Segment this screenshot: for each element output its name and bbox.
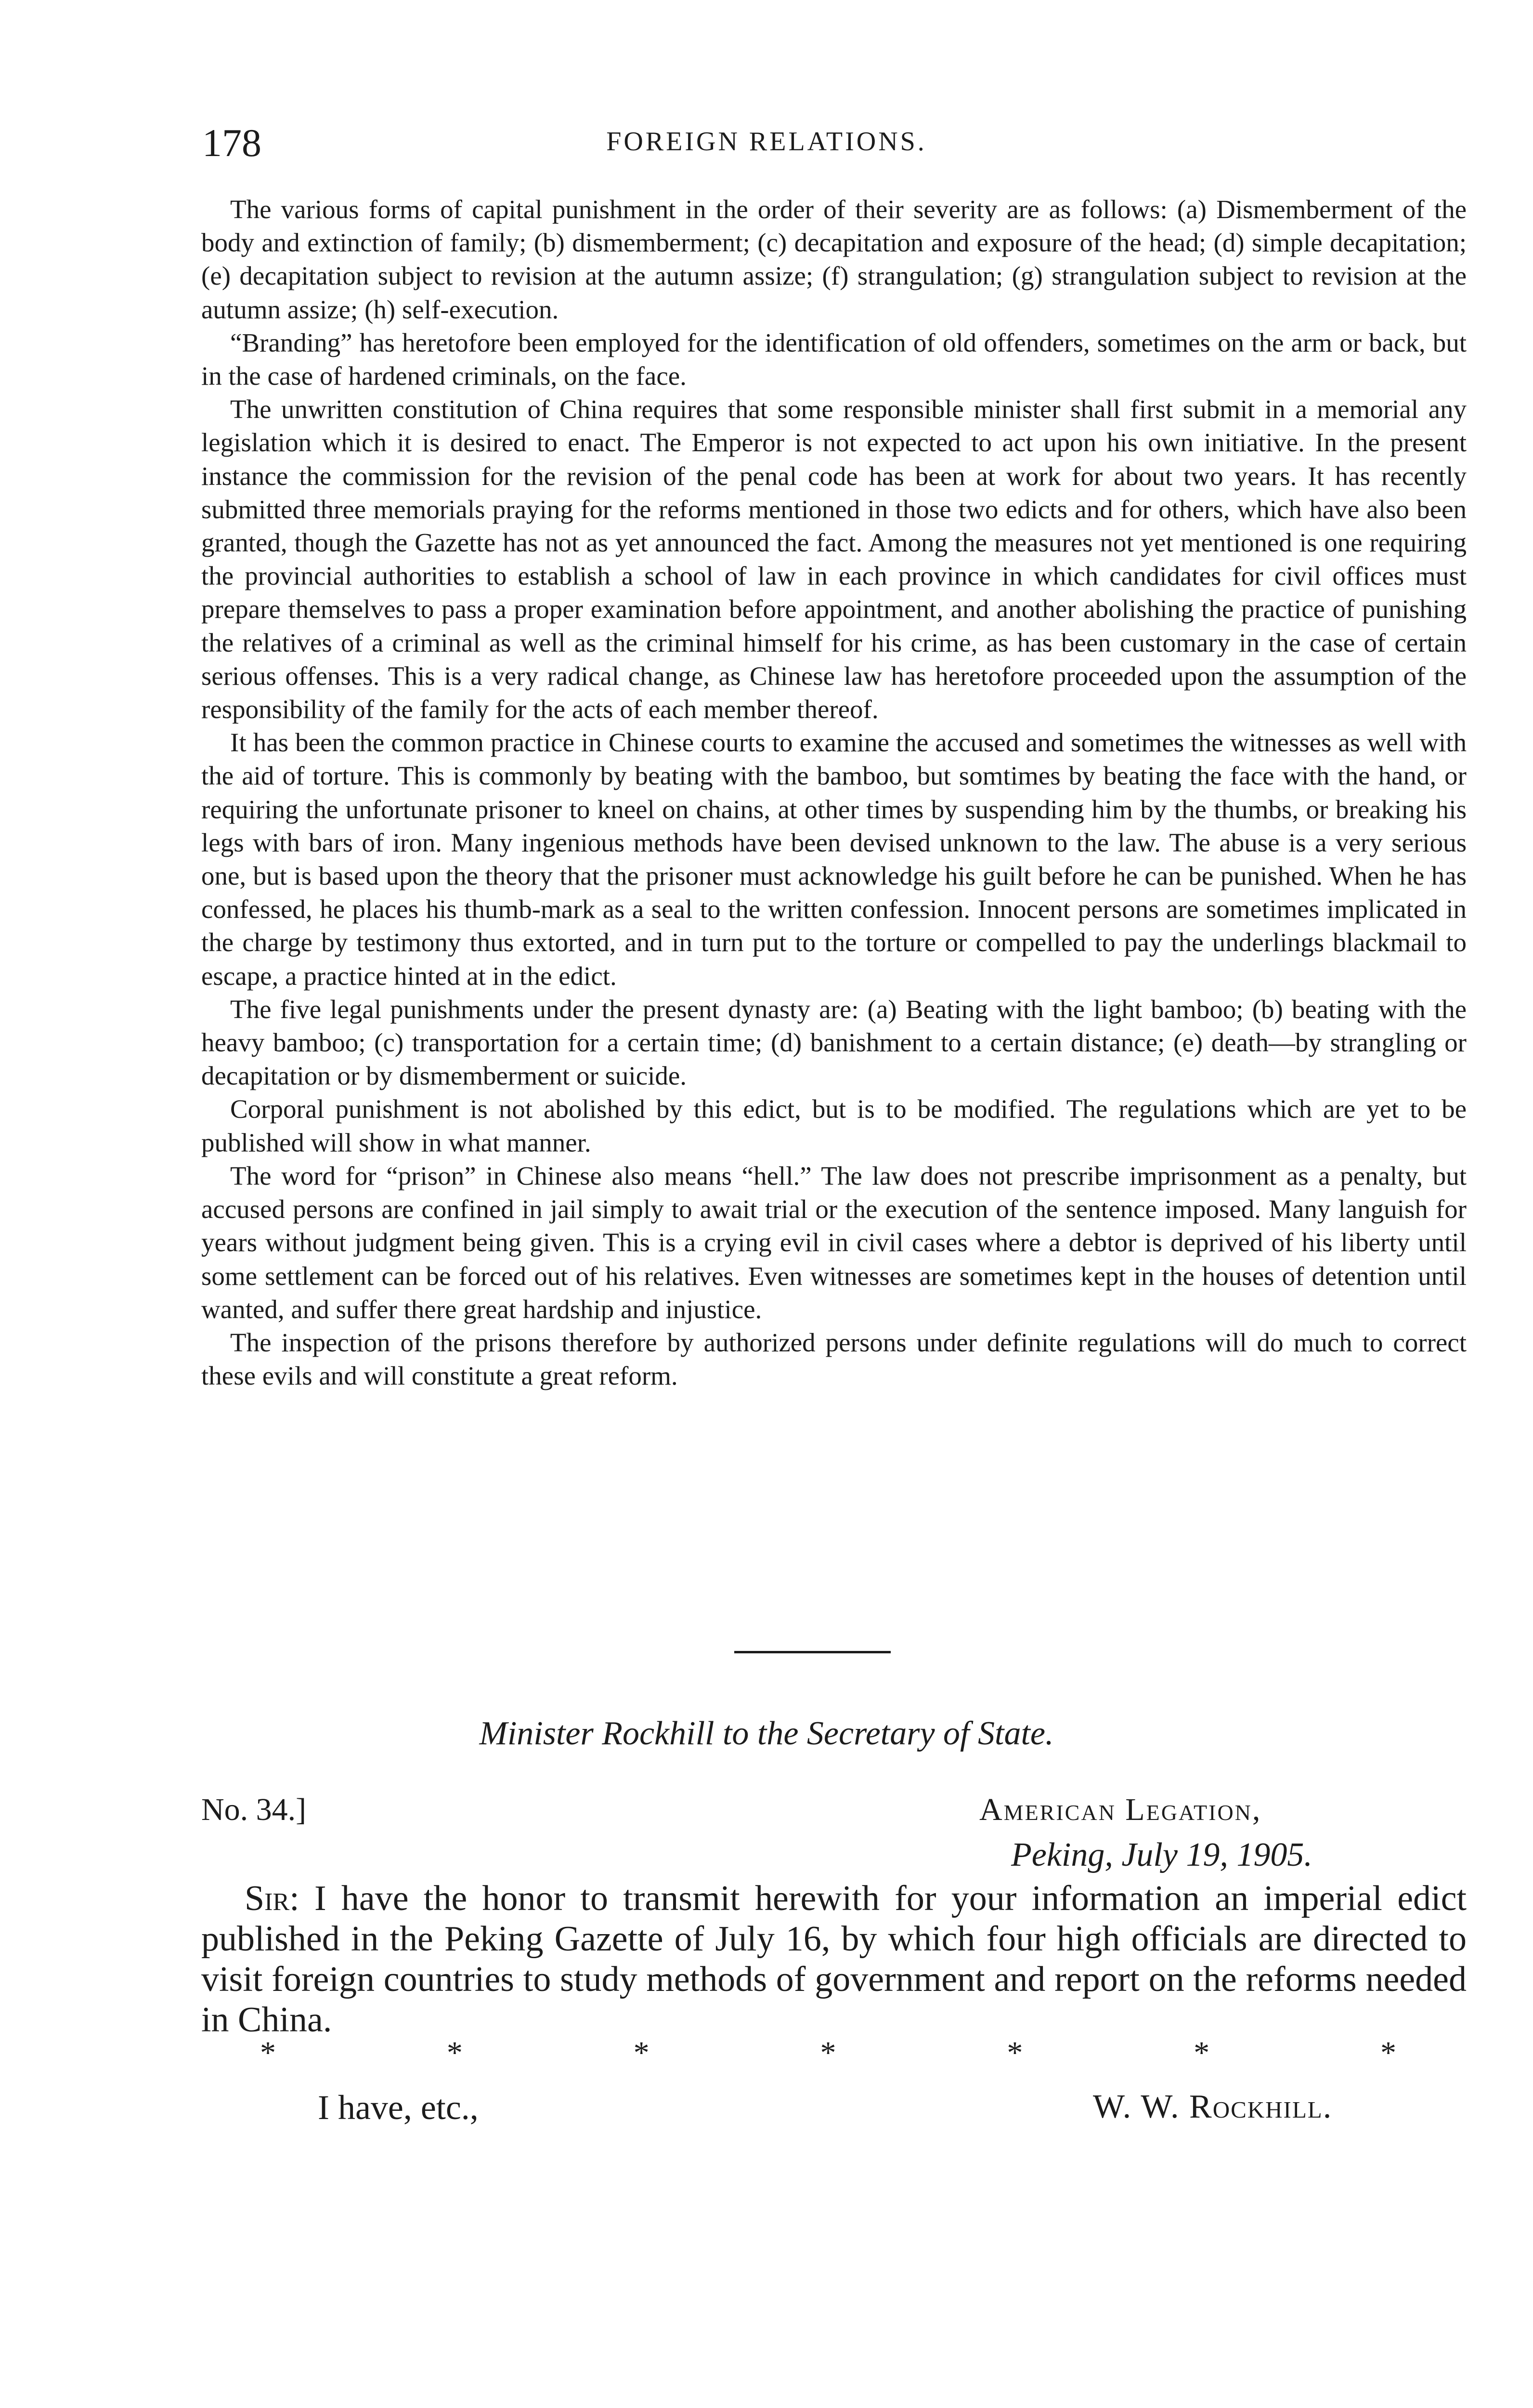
letter-heading: Minister Rockhill to the Secretary of State. (479, 1715, 1054, 1752)
signature: W. W. Rockhill. (1093, 2088, 1333, 2125)
running-title: FOREIGN RELATIONS. (606, 127, 927, 157)
paragraph-branding: “Branding” has heretofore been employed for the identification of old offenders, sometimes on the arm or back, but in the case of hardened criminals, on the face. (201, 327, 1467, 391)
star: * (1194, 2035, 1210, 2070)
star: * (633, 2035, 650, 2070)
letter-body-text: I have the honor to transmit herewith for your information an imperial edict published in the Peking Gazette of July 16, by which four high officials are directed to visit foreign countries to study methods of government and report on the reforms needed in China. (201, 1879, 1467, 2040)
star: * (260, 2035, 276, 2070)
letter-body (201, 1878, 1467, 2040)
star: * (446, 2035, 463, 2070)
star: * (820, 2035, 836, 2070)
page-number: 178 (202, 121, 261, 165)
paragraph-inspection: The inspection of the prisons therefore by authorized persons under definite regulations will do much to correct these evils and will constitute a great reform. (201, 1327, 1467, 1391)
dateline: Peking, July 19, 1905. (1011, 1836, 1312, 1873)
closing: I have, etc., (318, 2088, 479, 2127)
paragraph-five-punishments: The five legal punishments under the present dynasty are: (a) Beating with the light bamboo; (b) beating with the heavy bamboo; (c) transportation for a certain time; (d) banishment to a certain distance; (e) death—by strangling or decapitation or by dismemberment or suicide. (201, 994, 1467, 1091)
body-text (201, 193, 1467, 1392)
paragraph-torture: It has been the common practice in Chinese courts to examine the accused and sometimes the witnesses as well with the aid of torture. This is commonly by beating with the bamboo, but somtimes by beating the face with the hand, or requiring the unfortunate prisoner to kneel on chains, at other times by suspending him by the thumbs, or breaking his legs with bars of iron. Many ingenious methods have been devised unknown to the law. The abuse is a very serious one, but is based upon the theory that the prisoner must acknowledge his guilt before he can be punished. When he has confessed, he places his thumb-mark as a seal to the written confession. Innocent persons are sometimes implicated in the charge by testimony thus extorted, and in turn put to the torture or compelled to pay the underlings blackmail to escape, a practice hinted at in the edict. (201, 728, 1467, 991)
legation-name: American Legation, (979, 1792, 1262, 1827)
paragraph-capital-punishment: The various forms of capital punishment in the order of their severity are as follows: (a) Dismemberment of the body and extinction of family; (b) dismemberment; (c) decapitation and exposure of the head; (d) simple decapitation; (e) decapitation subject to revision at the autumn assize; (f) strangulation; (g) strangulation subject to revision at the autumn assize; (h) self-execution. (201, 195, 1467, 324)
star: * (1007, 2035, 1023, 2070)
paragraph-prison: The word for “prison” in Chinese also means “hell.” The law does not prescribe imprisonment as a penalty, but accused persons are confined in jail simply to await trial or the execution of the sentence imposed. Many languish for years without judgment being given. This is a crying evil in civil cases where a debtor is deprived of his liberty until some settlement can be forced out of his relatives. Even witnesses are sometimes kept in the houses of detention until wanted, and suffer there great hardship and injustice. (201, 1161, 1467, 1324)
section-divider (734, 1651, 891, 1653)
paragraph-corporal-punishment: Corporal punishment is not abolished by this edict, but is to be modified. The regulations which are yet to be published will show in what manner. (201, 1094, 1467, 1157)
star: * (1380, 2035, 1396, 2070)
paragraph-constitution: The unwritten constitution of China requires that some responsible minister shall first submit in a memorial any legislation which it is desired to enact. The Emperor is not expected to act upon his own initiative. In the present instance the commission for the revision of the penal code has been at work for about two years. It has recently submitted three memorials praying for the reforms mentioned in those two edicts and for others, which have also been granted, though the Gazette has not as yet announced the fact. Among the measures not yet mentioned is one requiring the provincial authorities to establish a school of law in each province in which candidates for civil offices must prepare themselves to pass a proper examination before appointment, and another abolishing the practice of punishing the relatives of a criminal as well as the criminal himself for his crime, as has been customary in the case of certain serious offenses. This is a very radical change, as Chinese law has heretofore proceeded upon the assumption of the responsibility of the family for the acts of each member thereof. (201, 394, 1467, 724)
document-number: No. 34.] (201, 1792, 307, 1827)
salutation: Sir: (245, 1879, 299, 1918)
ellipsis-stars (260, 2035, 1396, 2071)
